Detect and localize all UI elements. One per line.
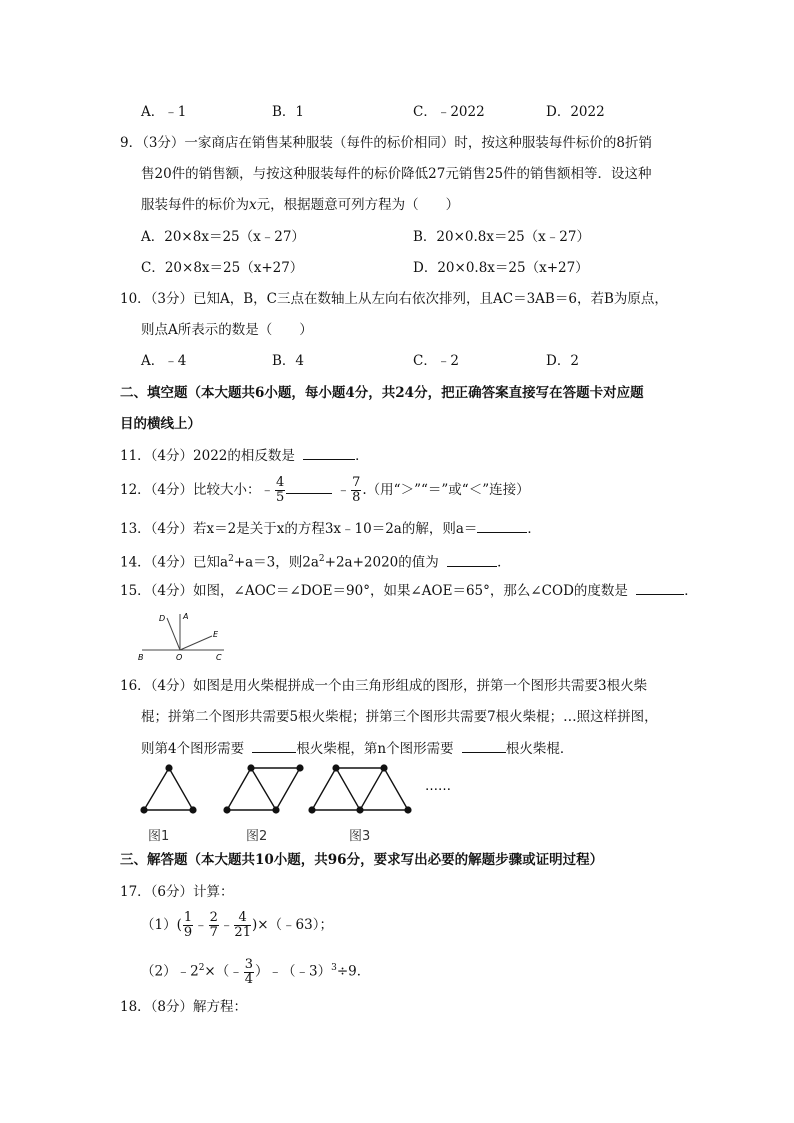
q17-fraction-4-21: $\frac{4}{21}$ xyxy=(234,910,251,940)
q8-option-c: C．﹣2022 xyxy=(413,104,485,120)
q10-stem-line2: 则点A所表示的数是（ ） xyxy=(141,322,313,338)
section3-heading: 三、解答题（本大题共10小题，共96分，要求写出必要的解题步骤或证明过程） xyxy=(120,852,604,868)
q8-option-d: D．2022 xyxy=(546,104,605,120)
q11-answer-blank[interactable] xyxy=(303,445,355,460)
label-a: A xyxy=(183,612,189,621)
fig3-caption: 图3 xyxy=(349,829,371,844)
q12-fraction-2: $\frac{7}{8}$ xyxy=(352,475,361,505)
q16-answer-blank-2[interactable] xyxy=(462,738,506,753)
section2-heading-line2: 目的横线上） xyxy=(120,416,201,432)
q9-option-a: A．20×8x＝25（x﹣27） xyxy=(141,229,305,245)
q17-fraction-3-4: $\frac{3}{4}$ xyxy=(244,956,254,987)
q9-option-c: C．20×8x＝25（x+27） xyxy=(141,260,304,276)
q12-fraction-1: $\frac{4}{5}$ xyxy=(276,475,285,505)
q9-stem-line1: 9．（3分）一家商店在销售某种服装（每件的标价相同）时，按这种服装每件标价的8折销 xyxy=(120,135,653,151)
q13: 13．（4分）若x＝2是关于x的方程3x﹣10＝2a的解，则a＝ ． xyxy=(120,518,541,539)
q9-stem-line3: 服装每件的标价为x元，根据题意可列方程为（ ） xyxy=(141,197,460,213)
q17-fraction-2-7: $\frac{2}{7}$ xyxy=(209,910,218,940)
q15-answer-blank[interactable] xyxy=(636,580,684,595)
label-b: B xyxy=(138,653,144,662)
q10-options xyxy=(141,351,641,371)
q9-stem-line2: 售20件的销售额，与按这种服装每件的标价降低27元销售25件的销售额相等．设这种 xyxy=(141,166,652,182)
q9-options xyxy=(141,227,641,279)
q12-answer-blank[interactable] xyxy=(286,479,332,494)
fig1-caption: 图1 xyxy=(148,829,170,844)
q10-option-b: B．4 xyxy=(272,353,305,369)
q15: 15．（4分）如图，∠AOC＝∠DOE＝90°，如果∠AOE＝65°，那么∠COD的度数是 ． xyxy=(120,580,698,601)
q16-answer-blank-1[interactable] xyxy=(252,738,296,753)
q10-stem-line1: 10．（3分）已知A，B，C三点在数轴上从左向右依次排列，且AC＝3AB＝6，若B为原点， xyxy=(120,291,668,307)
q10-option-c: C．﹣2 xyxy=(413,353,459,369)
q14: 14．（4分）已知$a^2+a=3$，则$2a^2+2a+2020$的值为 ． xyxy=(120,549,511,573)
ray-oe xyxy=(180,636,212,650)
q18-stem: 18．（8分）解方程： xyxy=(120,999,248,1015)
q16-stem-line3: 则第4个图形需要 根火柴棍，第n个图形需要 根火柴棍． xyxy=(141,738,573,759)
q8-option-b: B．1 xyxy=(272,104,305,120)
q17-part2: $(2)﹣2^2\times(﹣$ $\frac{3}{4}$ ）﹣（﹣3）$^3$÷9． xyxy=(141,956,371,987)
figure-2 xyxy=(227,768,300,810)
q11: 11．（4分）2022的相反数是 ． xyxy=(120,445,369,466)
q10-option-d: D．2 xyxy=(546,353,579,369)
figure-3 xyxy=(312,768,408,810)
label-d: D xyxy=(159,614,166,623)
q14-answer-blank[interactable] xyxy=(447,552,497,567)
q17-part1: （1）( $\frac{1}{9}$ ﹣ $\frac{2}{7}$ ﹣ $\frac{4}{21}$ )×（﹣63）； xyxy=(141,910,333,940)
section2-heading-line1: 二、填空题（本大题共6小题，每小题4分，共24分，把正确答案直接写在答题卡对应题 xyxy=(120,385,644,401)
q13-answer-blank[interactable] xyxy=(477,518,527,533)
q9-option-d: D．20×0.8x＝25（x+27） xyxy=(413,260,589,276)
label-o: O xyxy=(176,653,183,662)
q16-stem-line2: 棍；拼第二个图形共需要5根火柴棍；拼第三个图形共需要7根火柴棍；…照这样拼图， xyxy=(141,709,658,725)
q16-stem-line1: 16．（4分）如图是用火柴棍拼成一个由三角形组成的图形，拼第一个图形共需要3根火柴 xyxy=(120,678,648,694)
q17-fraction-1-9: $\frac{1}{9}$ xyxy=(183,910,193,940)
label-e: E xyxy=(213,630,219,639)
fig2-caption: 图2 xyxy=(246,829,268,844)
q8-option-a: A．﹣1 xyxy=(141,104,187,120)
q12: 12．（4分）比较大小：﹣ $\frac{4}{5}$ ﹣ $\frac{7}{8}$ .（用“＞”“＝”或“＜”连接） xyxy=(120,475,530,505)
q8-options xyxy=(141,102,641,122)
ellipsis: …… xyxy=(425,779,451,794)
figure-1 xyxy=(144,768,193,810)
label-c: C xyxy=(216,653,222,662)
ray-od xyxy=(167,618,180,650)
q15-angle-figure xyxy=(136,608,236,664)
q17-stem: 17．（6分）计算： xyxy=(120,884,234,900)
q9-option-b: B．20×0.8x＝25（x﹣27） xyxy=(413,229,590,245)
q16-matchstick-figures xyxy=(130,758,470,846)
q10-option-a: A．﹣4 xyxy=(141,353,187,369)
